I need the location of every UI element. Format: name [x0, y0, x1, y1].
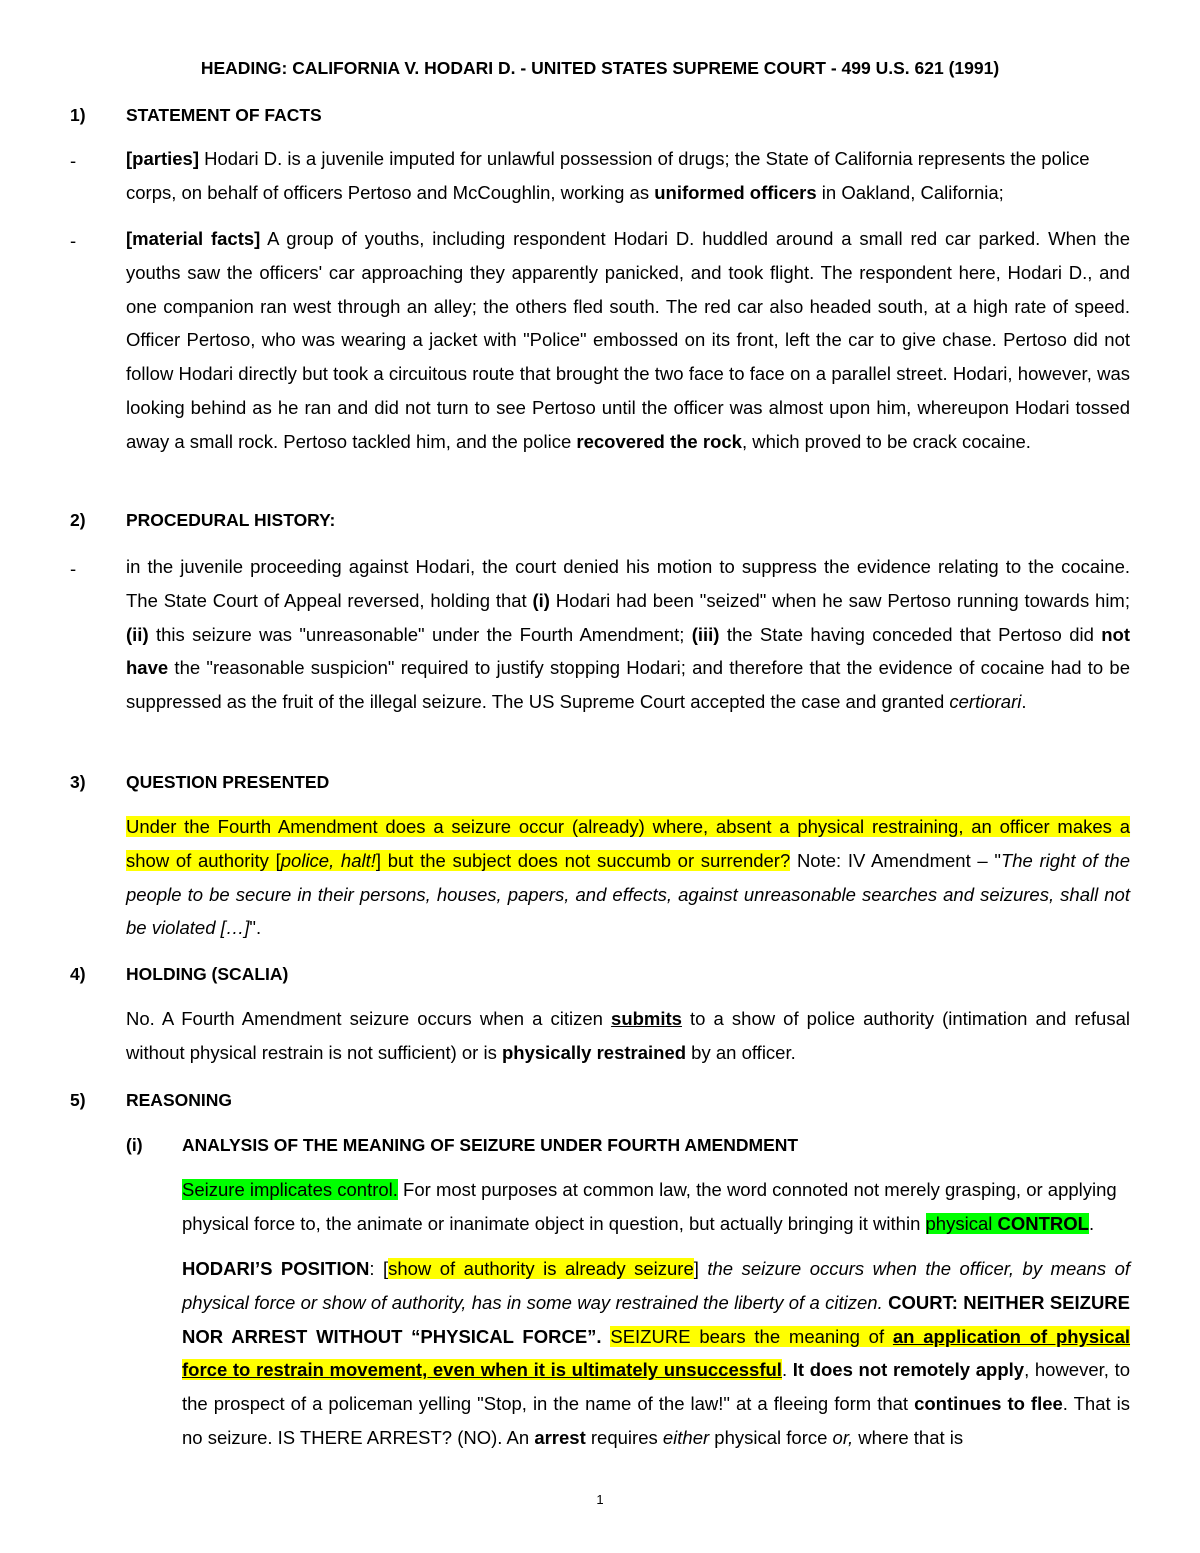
bold-run: COURT: NEITHER SEIZURE NOR ARREST WITHOUT “PHYSICAL FORCE”. [182, 1291, 1131, 1347]
page-number: 1 [596, 1492, 604, 1507]
section-number: 3) [70, 772, 86, 792]
case-heading: HEADING: CALIFORNIA V. HODARI D. - UNITED STATES SUPREME COURT - 499 U.S. 621 (1991) [200, 58, 1000, 78]
bold-run: arrest [534, 1426, 586, 1448]
bold-run: (iii) [691, 623, 720, 645]
text-run: requires [585, 1426, 663, 1448]
text-run: physical force [709, 1426, 833, 1448]
paragraph-seizure-control [182, 1173, 1130, 1241]
bold-run: It does not remotely apply [792, 1359, 1025, 1381]
green-highlight-run: Seizure implicates control. [182, 1179, 398, 1200]
subsection-analysis-of-seizure [126, 1135, 798, 1156]
section-title: QUESTION PRESENTED [126, 772, 330, 792]
italic-run: or, [832, 1426, 854, 1448]
italic-run: The right of the people to be secure in their persons, houses, papers, and effects, against unreasonable searches and seizures, shall not be violated […] [126, 849, 1130, 939]
section-question-presented [70, 772, 329, 793]
text-run: For most purposes at common law, the word connoted not merely grasping, or applying physical force to, the animate or inanimate object in question, but actually bringing it within [182, 1179, 1117, 1234]
bold-run: HODARI’S POSITION [182, 1258, 370, 1279]
bullet-dash: - [70, 150, 77, 171]
text-run: to a show of police authority (intimation and refusal without physical restrain is not sufficient) or is [126, 1008, 1130, 1063]
section-title: HOLDING (SCALIA) [126, 964, 289, 984]
text-run: , which proved to be crack cocaine. [741, 430, 1031, 452]
subsection-title: ANALYSIS OF THE MEANING OF SEIZURE UNDER FOURTH AMENDMENT [182, 1135, 799, 1155]
parties-tag: [parties] [126, 148, 199, 169]
section-number: 1) [70, 105, 86, 125]
text-run: No. A Fourth Amendment seizure occurs when a citizen [126, 1008, 612, 1029]
text-run: where that is [853, 1426, 964, 1448]
bullet-dash: - [70, 558, 77, 579]
text-run: : [ [369, 1258, 389, 1279]
section-reasoning [70, 1090, 232, 1111]
text-run: Hodari had been "seized" when he saw Pertoso running towards him; [549, 589, 1130, 611]
text-run: Note: IV Amendment – " [790, 849, 1001, 871]
text-run: Hodari D. is a juvenile imputed for unlawful possession of drugs; the State of California represents the police corps, on behalf of officers Pertoso and McCoughlin, working as [126, 148, 1090, 203]
text-run: A group of youths, including respondent Hodari D. huddled around a small red car parked. When the youths saw the officers' car approaching they apparently panicked, and took flight. The respondent here, Hodari D., and one companion ran west through an alley; the others fled south. The red car also headed south, at a high rate of speed. Officer Pertoso, who was wearing a jacket with "Police" embossed on its front, left the car to give chase. Pertoso did not follow Hodari directly but took a circuitous route that brought the two face to face on a parallel street. Hodari, however, was looking behind as he ran and did not turn to see Pertoso until the officer was almost upon him, whereupon Hodari tossed away a small rock. Pertoso tackled him, and the police [126, 228, 1130, 452]
section-procedural-history [70, 510, 335, 531]
text-run: ] [693, 1258, 708, 1279]
bullet-dash: - [70, 230, 77, 251]
italic-run: certiorari [949, 691, 1022, 713]
bold-run: physically restrained [501, 1041, 687, 1063]
section-title: REASONING [126, 1090, 232, 1110]
bold-run: (i) [532, 589, 550, 611]
paragraph-holding [126, 1002, 1130, 1070]
bold-run: uniformed officers [654, 181, 817, 203]
section-title: STATEMENT OF FACTS [126, 105, 322, 125]
paragraph-question [126, 810, 1130, 945]
highlight-bold-underline-run: an application of physical force to restrain movement, even when it is ultimately unsuccessful [182, 1325, 1131, 1381]
text-run: , however, to the prospect of a policeman yelling "Stop, in the name of the law!" at a fleeing form that [182, 1359, 1130, 1415]
section-title: PROCEDURAL HISTORY: [126, 510, 336, 530]
text-run: . [781, 1359, 793, 1381]
highlight-run: SEIZURE bears the meaning of [610, 1325, 893, 1347]
highlight-run: show of authority is already seizure [388, 1258, 694, 1279]
section-holding [70, 964, 288, 985]
paragraph-hodari-position [182, 1252, 1130, 1455]
text-run: in the juvenile proceeding against Hodari, the court denied his motion to suppress the evidence relating to the cocaine. The State Court of Appeal reversed, holding that [126, 556, 1130, 611]
text-run: ". [249, 917, 262, 939]
text-run: in Oakland, California; [816, 181, 1004, 203]
bold-run: not have [126, 623, 1131, 679]
italic-run: the seizure occurs when the officer, by means of physical force or show of authority, has in some way restrained the liberty of a citizen. [182, 1258, 1130, 1313]
text-run: . [1021, 691, 1027, 713]
section-number: 2) [70, 510, 86, 530]
italic-run: either [662, 1426, 710, 1448]
text-run: . [1088, 1212, 1095, 1234]
material-facts-tag: [material facts] [126, 228, 261, 249]
text-run: the State having conceded that Pertoso did [719, 623, 1102, 645]
green-highlight-run: physical [925, 1212, 998, 1234]
subsection-number: (i) [126, 1135, 143, 1155]
bold-run: recovered the rock [576, 430, 742, 452]
paragraph-material-facts [126, 222, 1130, 459]
section-number: 4) [70, 964, 86, 984]
green-highlight-bold-run: CONTROL [997, 1212, 1089, 1234]
paragraph-procedural-history [126, 550, 1130, 719]
bold-run: (ii) [126, 623, 149, 645]
section-number: 5) [70, 1090, 86, 1110]
text-run: by an officer. [686, 1041, 796, 1063]
highlight-italic-run: police, halt! [280, 849, 376, 871]
highlight-run: ] but the subject does not succumb or surrender? [375, 849, 791, 871]
text-run: the "reasonable suspicion" required to justify stopping Hodari; and therefore that the evidence of cocaine had to be suppressed as the fruit of the illegal seizure. The US Supreme Court accepted the case and granted [126, 657, 1130, 713]
section-statement-of-facts [70, 105, 322, 126]
paragraph-parties [126, 142, 1130, 210]
text-run: this seizure was "unreasonable" under the Fourth Amendment; [148, 623, 692, 645]
bold-underline-run: submits [611, 1008, 682, 1029]
highlight-run: Under the Fourth Amendment does a seizure occur (already) where, absent a physical restraining, an officer makes a show of authority [ [126, 816, 1130, 871]
bold-run: continues to flee [914, 1393, 1063, 1415]
text-run: . That is no seizure. IS THERE ARREST? (NO). An [182, 1393, 1130, 1448]
